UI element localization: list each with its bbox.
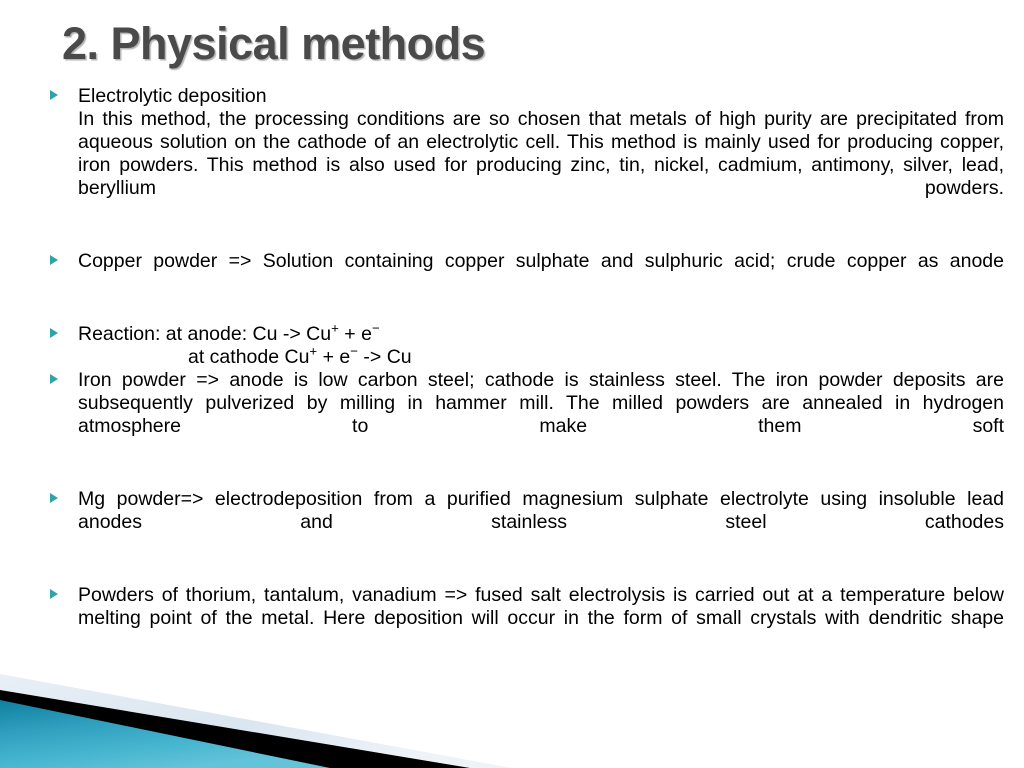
- triangle-bullet-icon: [50, 374, 58, 384]
- triangle-bullet-icon: [50, 589, 58, 599]
- spacer: [46, 296, 1004, 323]
- bullet-electrolytic-deposition: [46, 85, 1004, 223]
- reaction-cathode-line: [78, 343, 1004, 369]
- reaction-anode-line: [78, 320, 1004, 346]
- reaction-cathode-superscript-minus: −: [350, 343, 358, 359]
- spacer: [46, 223, 1004, 250]
- triangle-bullet-icon: [50, 328, 58, 338]
- bullet-body-thorium-tantalum-vanadium: Powders of thorium, tantalum, vanadium => fused salt electrolysis is carried out at a temperature below melting point of the metal. Here deposition will occur in the form of small crystals with dendritic shape: [78, 584, 1004, 629]
- reaction-anode-prefix: Reaction: at anode: Cu -> Cu: [78, 323, 332, 345]
- triangle-bullet-icon: [50, 493, 58, 503]
- bullet-reaction: [46, 320, 1004, 369]
- corner-wedge-graphic: [0, 638, 1024, 768]
- bullet-body-copper-powder: Copper powder => Solution containing copper sulphate and sulphuric acid; crude copper as anode: [78, 250, 1004, 272]
- reaction-cathode-mid: + e: [317, 346, 351, 368]
- bullet-body-electrolytic-deposition: In this method, the processing conditions are so chosen that metals of high purity are precipitated from aqueous solution on the cathode of an electrolytic cell. This method is mainly used for producing copper, iron powders. This method is also used for producing zinc, tin, nickel, cadmium, antimony, silver, lead, beryllium powders.: [78, 108, 1004, 199]
- spacer: [46, 461, 1004, 488]
- teal-wedge: [0, 700, 330, 768]
- triangle-bullet-icon: [50, 90, 58, 100]
- bullet-copper-powder: [46, 250, 1004, 296]
- pale-blue-band: [0, 674, 512, 768]
- reaction-anode-superscript-plus: +: [331, 320, 339, 336]
- slide-body: [46, 85, 1004, 653]
- black-stripe: [0, 690, 470, 768]
- bullet-heading-electrolytic-deposition: Electrolytic deposition: [78, 85, 267, 107]
- reaction-cathode-superscript-plus: +: [309, 343, 318, 359]
- triangle-bullet-icon: [50, 255, 58, 265]
- spacer: [46, 557, 1004, 584]
- reaction-cathode-suffix: -> Cu: [358, 346, 412, 368]
- reaction-anode-superscript-minus: −: [371, 320, 380, 336]
- bullet-iron-powder: [46, 369, 1004, 461]
- bullet-body-iron-powder: Iron powder => anode is low carbon steel; cathode is stainless steel. The iron powder deposits are subsequently pulverized by milling in hammer mill. The milled powders are annealed in hydrogen atmosphere to make them soft: [78, 369, 1004, 437]
- reaction-anode-mid: + e: [338, 323, 372, 345]
- page-title: 2. Physical methods: [62, 18, 486, 69]
- bullet-thorium-tantalum-vanadium: [46, 584, 1004, 653]
- bullet-mg-powder: [46, 488, 1004, 557]
- bullet-body-mg-powder: Mg powder=> electrodeposition from a purified magnesium sulphate electrolyte using insoluble lead anodes and stainless steel cathodes: [78, 488, 1004, 533]
- reaction-cathode-prefix: at cathode Cu: [188, 346, 310, 368]
